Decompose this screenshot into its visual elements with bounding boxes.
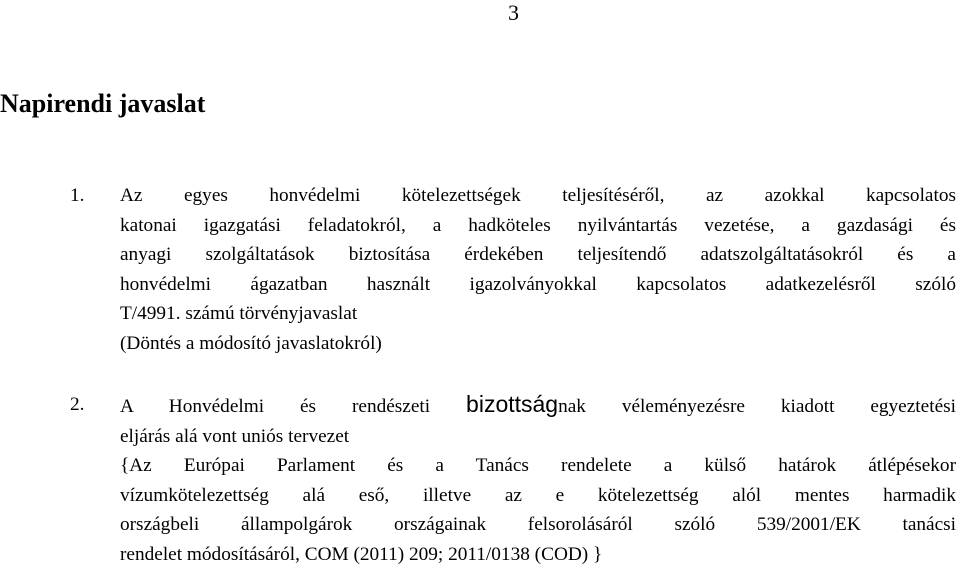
text-segment: A Honvédelmi és rendészeti (120, 396, 430, 417)
text-line: országbeli állampolgárok országainak felsorolásáról szóló 539/2001/EK tanácsi (120, 510, 956, 540)
text-line: rendelet módosításáról, COM (2011) 209; 2011/0138 (COD) } (120, 540, 956, 569)
text-segment-emphasis: bizottság (466, 391, 558, 417)
text-line: katonai igazgatási feladatokról, a hadköteles nyilvántartás vezetése, a gazdasági és (120, 211, 956, 241)
agenda-item-1 (120, 181, 956, 358)
agenda-item-2 (120, 390, 956, 569)
text-line: T/4991. számú törvényjavaslat (120, 299, 956, 329)
text-line: (Döntés a módosító javaslatokról) (120, 329, 956, 359)
text-segment: nak véleményezésre kiadott egyeztetési (558, 396, 956, 417)
text-line: honvédelmi ágazatban használt igazolványokkal kapcsolatos adatkezelésről szóló (120, 270, 956, 300)
text-line: {Az Európai Parlament és a Tanács rendelete a külső határok átlépésekor (120, 451, 956, 481)
agenda-item-number: 2. (70, 390, 84, 420)
agenda-item-text (120, 390, 956, 569)
text-line: anyagi szolgáltatások biztosítása érdekében teljesítendő adatszolgáltatásokról és a (120, 240, 956, 270)
page-title: Napirendi javaslat (0, 88, 205, 120)
text-line (120, 390, 956, 422)
agenda-item-number: 1. (70, 181, 84, 211)
text-line: eljárás alá vont uniós tervezet (120, 422, 956, 452)
text-line: Az egyes honvédelmi kötelezettségek teljesítéséről, az azokkal kapcsolatos (120, 181, 956, 211)
text-line: vízumkötelezettség alá eső, illetve az e kötelezettség alól mentes harmadik (120, 481, 956, 511)
agenda-item-text (120, 181, 956, 358)
page-number: 3 (508, 0, 519, 26)
